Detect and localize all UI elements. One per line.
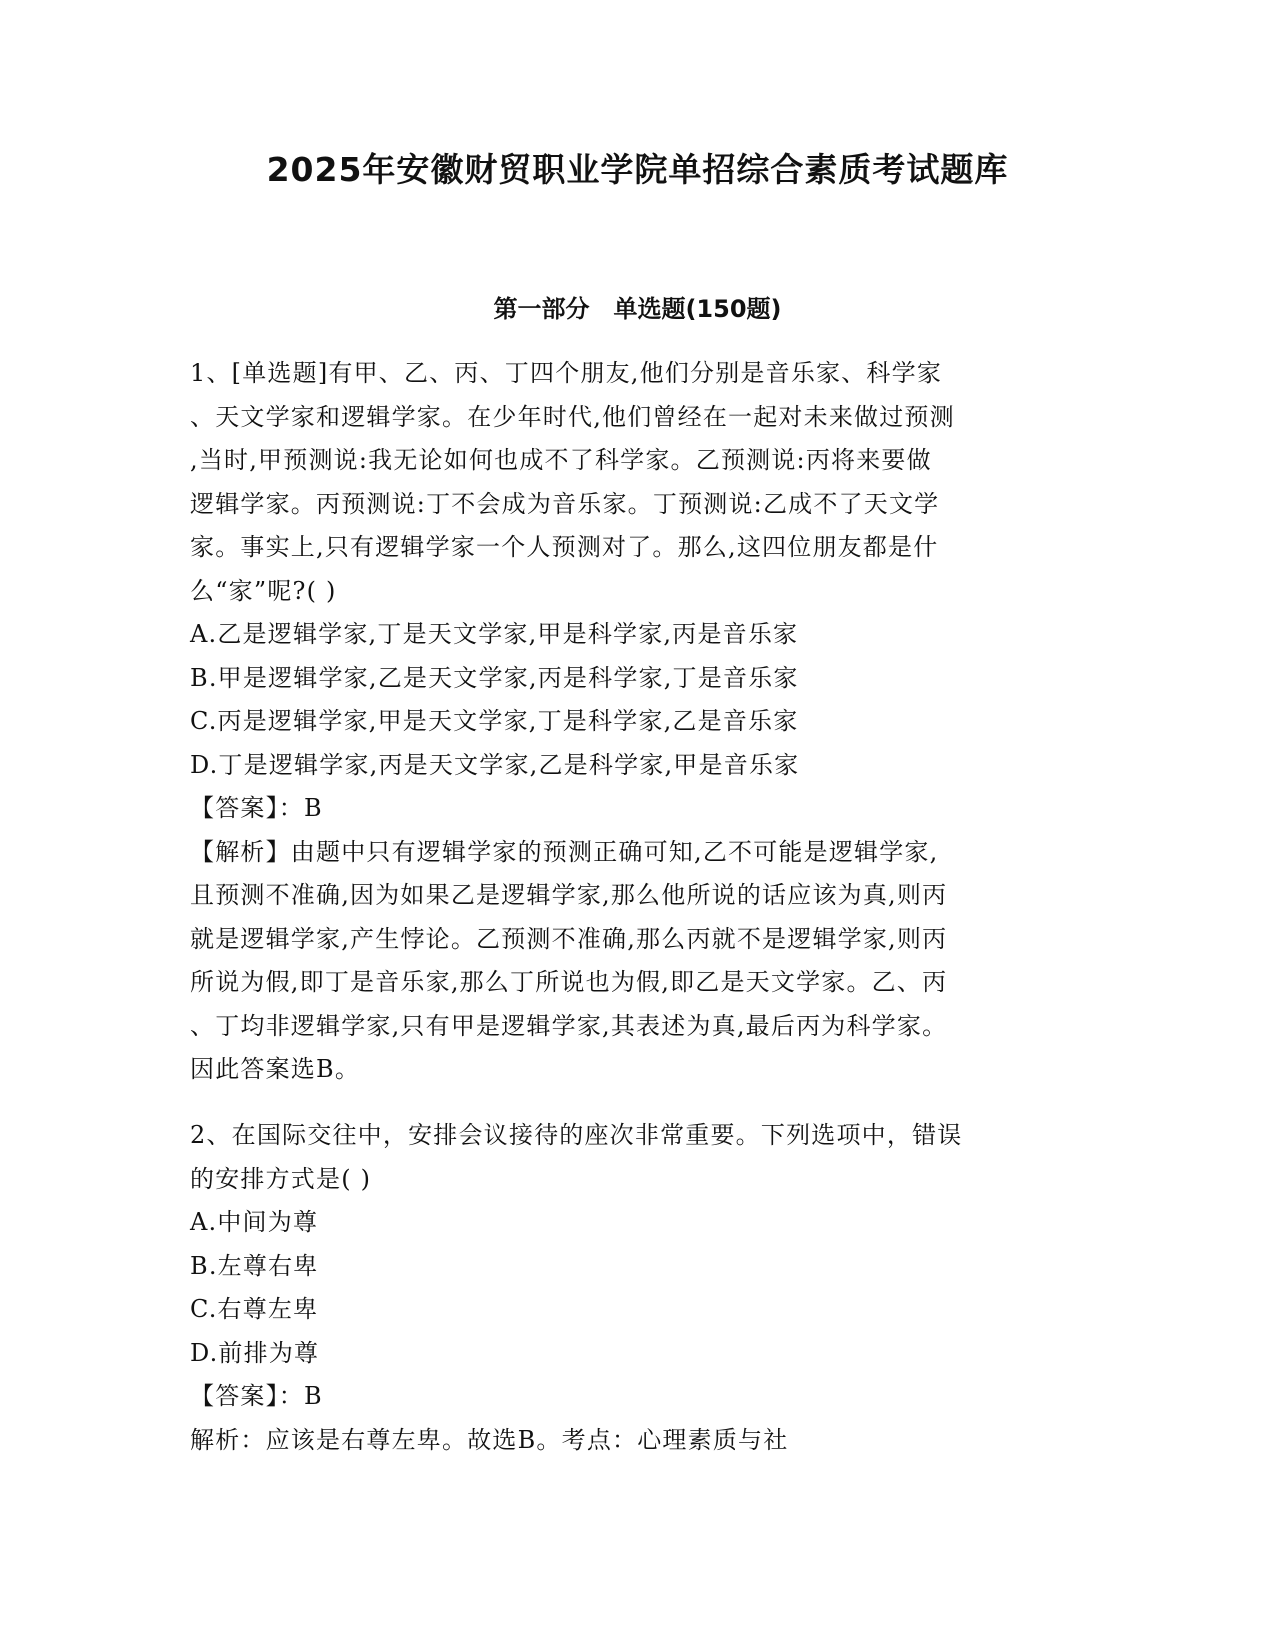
option-b: B.左尊右卑: [190, 1251, 319, 1280]
explanation-line: 就是逻辑学家,产生悖论。乙预测不准确,那么丙就不是逻辑学家,则丙: [190, 924, 948, 953]
explanation-line: 解析：应该是右尊左卑。故选B。考点：心理素质与社: [190, 1425, 789, 1454]
question-stem-line: 逻辑学家。丙预测说:丁不会成为音乐家。丁预测说:乙成不了天文学: [190, 489, 940, 518]
explanation-line: 、丁均非逻辑学家,只有甲是逻辑学家,其表述为真,最后丙为科学家。: [190, 1011, 948, 1040]
explanation-line: 因此答案选B。: [190, 1055, 361, 1083]
question-block-2: [190, 1114, 1082, 1462]
explanation-line: 且预测不准确,因为如果乙是逻辑学家,那么他所说的话应该为真,则丙: [190, 881, 948, 909]
answer-line: 【答案】：B: [190, 1382, 323, 1410]
question-stem-line: ,当时,甲预测说:我无论如何也成不了科学家。乙预测说:丙将来要做: [190, 446, 932, 474]
option-d: D.前排为尊: [190, 1338, 320, 1367]
answer-line: 【答案】：B: [190, 794, 323, 822]
option-b: B.甲是逻辑学家,乙是天文学家,丙是科学家,丁是音乐家: [190, 663, 799, 692]
explanation-line: 【解析】由题中只有逻辑学家的预测正确可知,乙不可能是逻辑学家,: [190, 837, 939, 866]
section-heading: 第一部分 单选题(150题): [493, 295, 782, 323]
option-a: A.乙是逻辑学家,丁是天文学家,甲是科学家,丙是音乐家: [190, 620, 799, 648]
option-c: C.右尊左卑: [190, 1295, 319, 1323]
question-stem-line: 家。事实上,只有逻辑学家一个人预测对了。那么,这四位朋友都是什: [190, 533, 939, 561]
question-stem-line: 2、在国际交往中，安排会议接待的座次非常重要。下列选项中，错误: [190, 1121, 963, 1149]
explanation-line: 所说为假,即丁是音乐家,那么丁所说也为假,即乙是天文学家。乙、丙: [190, 968, 948, 996]
option-d: D.丁是逻辑学家,丙是天文学家,乙是科学家,甲是音乐家: [190, 750, 800, 779]
question-stem-line: 1、[单选题]有甲、乙、丙、丁四个朋友,他们分别是音乐家、科学家: [190, 359, 943, 387]
document-title: 2025年安徽财贸职业学院单招综合素质考试题库: [266, 150, 1009, 189]
question-block-1: [190, 352, 1082, 1092]
question-stem-line: 、天文学家和逻辑学家。在少年时代,他们曾经在一起对未来做过预测: [190, 402, 955, 431]
question-stem-line: 的安排方式是( ): [190, 1164, 372, 1193]
option-a: A.中间为尊: [190, 1208, 319, 1236]
question-stem-line: 么“家”呢?( ): [190, 576, 337, 605]
option-c: C.丙是逻辑学家,甲是天文学家,丁是科学家,乙是音乐家: [190, 707, 799, 735]
